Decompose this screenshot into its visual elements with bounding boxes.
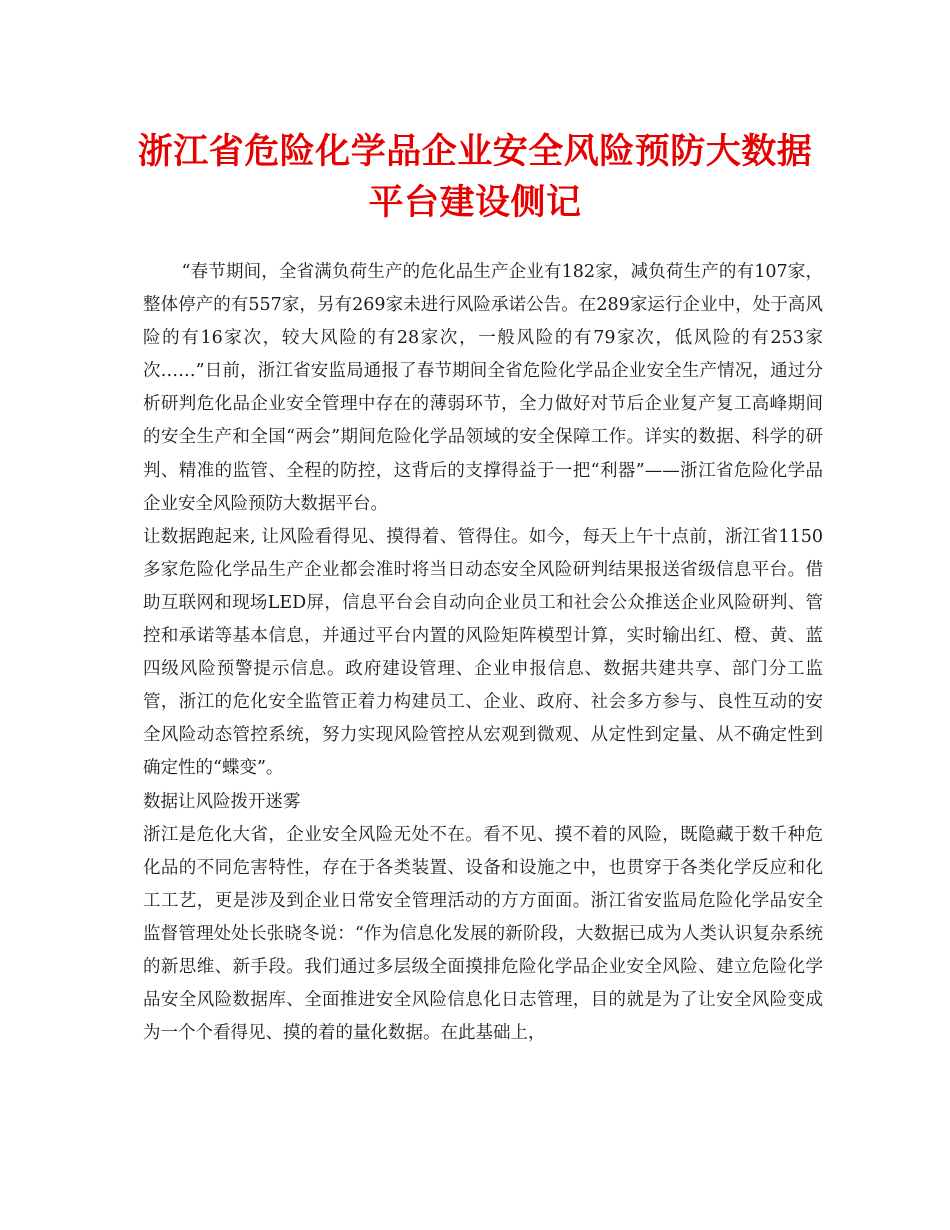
- title-line-2: 平台建设侧记: [368, 182, 582, 223]
- paragraph-risk: 浙江是危化大省，企业安全风险无处不在。看不见、摸不着的风险，既隐藏于数千种危化品的不同危害特性，存在于各类装置、设备和设施之中，也贯穿于各类化学反应和化工工艺，更是涉及到企业日常安全管理活动的方方面面。浙江省安监局危险化学品安全监督管理处处长张晓冬说：“作为信息化发展的新阶段，大数据已成为人类认识复杂系统的新思维、新手段。我们通过多层级全面摸排危险化学品企业安全风险、建立危险化学品安全风险数据库、全面推进安全风险信息化日志管理，目的就是为了让安全风险变成为一个个看得见、摸的着的量化数据。在此基础上，: [143, 824, 823, 1044]
- section-heading: 数据让风险拨开迷雾: [143, 791, 301, 812]
- paragraph-intro: “春节期间，全省满负荷生产的危化品生产企业有182家，减负荷生产的有107家，整体停产的有557家，另有269家未进行风险承诺公告。在289家运行企业中，处于高风险的有16家次，较大风险的有28家次，一般风险的有79家次，低风险的有253家次……”日前，浙江省安监局通报了春节期间全省危险化学品企业安全生产情况，通过分析研判危化品企业安全管理中存在的薄弱环节，全力做好对节后企业复产复工高峰期间的安全生产和全国“两会”期间危险化学品领域的安全保障工作。详实的数据、科学的研判、精准的监管、全程的防控，这背后的支撑得益于一把“利器”——浙江省危险化学品企业安全风险预防大数据平台。: [143, 262, 823, 514]
- paragraph-data-flow: 让数据跑起来, 让风险看得见、摸得着、管得住。如今，每天上午十点前，浙江省1150多家危险化学品生产企业都会准时将当日动态安全风险研判结果报送省级信息平台。借助互联网和现场LED屏，信息平台会自动向企业员工和社会公众推送企业风险研判、管控和承诺等基本信息，并通过平台内置的风险矩阵模型计算，实时输出红、橙、黄、蓝四级风险预警提示信息。政府建设管理、企业申报信息、数据共建共享、部门分工监管，浙江的危化安全监管正着力构建员工、企业、政府、社会多方参与、良性互动的安全风险动态管控系统，努力实现风险管控从宏观到微观、从定性到定量、从不确定性到确定性的“蝶变”。: [143, 526, 823, 779]
- document-title: [120, 126, 830, 228]
- title-line-1: 浙江省危险化学品企业安全风险预防大数据: [137, 131, 813, 172]
- document-body: [143, 256, 823, 1050]
